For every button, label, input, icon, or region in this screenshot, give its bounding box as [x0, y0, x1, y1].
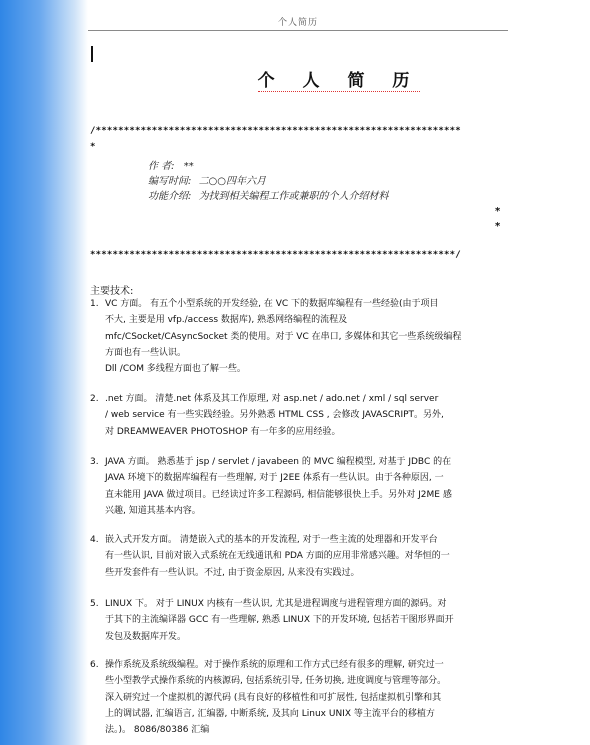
skill-item-number: 2. — [90, 394, 99, 404]
skill-item-line: 发包及数据库开发。 — [105, 631, 187, 642]
comment-star-line-top: /***************************************************************** — [90, 126, 461, 136]
skill-item-line: 方面也有一些认识。 — [105, 347, 187, 358]
meta-author-value: ** — [183, 161, 194, 172]
skill-item-line: 对 DREAMWEAVER PHOTOSHOP 有一年多的应用经验。 — [105, 426, 341, 437]
meta-date-label: 编写时间: — [148, 176, 192, 187]
skill-item-number: 3. — [90, 457, 99, 467]
skill-item — [90, 657, 510, 738]
skill-item-line: VC 方面。 有五个小型系统的开发经验, 在 VC 下的数据库编程有一些经验(由于项目 — [105, 299, 439, 309]
text-cursor — [91, 46, 93, 62]
skill-item-line: 于其下的主流编译器 GCC 有一些理解, 熟悉 LINUX 下的开发环境, 包括若干图形界面开 — [105, 615, 454, 626]
skill-item-line: 些小型教学式操作系统的内核源码, 包括系统引导, 任务切换, 进度调度与管理等部分。 — [105, 676, 447, 687]
skill-item-line: / web service 有一些实践经验。另外熟悉 HTML CSS , 会修改 JAVASCRIPT。另外, — [105, 410, 444, 421]
meta-author — [148, 157, 194, 172]
skill-item — [90, 296, 510, 377]
section-title: 主要技术: — [90, 286, 134, 297]
tail-star-2: * — [495, 221, 501, 232]
skill-item-number: 4. — [90, 535, 99, 545]
meta-date-value: 二○○四年六月 — [198, 176, 267, 187]
document-title — [88, 66, 590, 91]
tail-star-1: * — [495, 206, 501, 217]
skill-item-number: 1. — [90, 299, 99, 309]
skill-item-line: 深入研究过一个虚拟机的源代码 (具有良好的移植性和可扩展性, 包括虚拟机引擎和其 — [105, 692, 442, 703]
meta-author-label: 作 者: — [148, 161, 175, 172]
skill-item-line: mfc/CSocket/CAsyncSocket 类的使用。对于 VC 在串口, 多媒体和其它一些系统级编程 — [105, 331, 462, 342]
meta-description-value: 为找到相关编程工作或兼职的个人介绍材料 — [198, 191, 389, 202]
document-title-text: 个 人 简 历 — [257, 71, 421, 91]
comment-star-line-bottom: *****************************************************************/ — [90, 250, 461, 260]
skill-item-number: 5. — [90, 599, 99, 609]
skill-item-body — [105, 532, 510, 581]
skill-item-line: 不大, 主要是用 vfp./access 数据库), 熟悉网络编程的流程及 — [105, 315, 348, 326]
skill-item-line: 嵌入式开发方面。 清楚嵌入式的基本的开发流程, 对于一些主流的处理器和开发平台 — [105, 535, 438, 545]
skill-item-body — [105, 657, 510, 738]
skill-item-number: 6. — [90, 660, 99, 670]
skill-item-line: 直未能用 JAVA 做过项目。已经读过许多工程源码, 相信能够很快上手。另外对 J2ME 感 — [105, 489, 452, 500]
skill-item-body — [105, 454, 510, 519]
skill-item-body — [105, 296, 510, 377]
comment-star-line-top-cont: * — [90, 142, 96, 152]
skill-item-line: 兴趣, 知道其基本内容。 — [105, 505, 201, 516]
skill-item-line: 法。)。 8086/80386 汇编 — [105, 725, 210, 736]
skill-item-body — [105, 596, 510, 645]
skill-item-line: Dll /COM 多线程方面也了解一些。 — [105, 364, 246, 375]
skill-item-line: 上的调试器, 汇编语言, 汇编器, 中断系统, 及其向 Linux UNIX 等主流平台的移植方 — [105, 708, 435, 719]
meta-description — [148, 187, 389, 202]
skill-item-line: JAVA 环境下的数据库编程有一些理解, 对于 J2EE 体系有一些认识。由于各种原因, 一 — [105, 473, 444, 484]
meta-date — [148, 172, 266, 187]
skill-item — [90, 596, 510, 645]
running-title: 个人简历 — [277, 18, 318, 28]
skill-item-line: JAVA 方面。 熟悉基于 jsp / servlet / javabeen 的 MVC 编程模型, 对基于 JDBC 的在 — [105, 457, 452, 467]
left-gradient-band — [0, 0, 88, 745]
meta-description-label: 功能介绍: — [148, 191, 192, 202]
skill-item-line: .net 方面。 清楚.net 体系及其工作原理, 对 asp.net / ado.net / xml / sql server — [105, 394, 439, 404]
skill-item — [90, 454, 510, 519]
skill-item-body — [105, 391, 510, 440]
skill-item — [90, 391, 510, 440]
skill-item-line: 操作系统及系统级编程。对于操作系统的原理和工作方式已经有很多的理解, 研究过一 — [105, 660, 444, 670]
skill-item-line: 有一些认识, 目前对嵌入式系统在无线通讯和 PDA 方面的应用非常感兴趣。对华恒的一 — [105, 551, 450, 562]
skill-item-line: 些开发套件有一些认识。不过, 由于资金原因, 从来没有实践过。 — [105, 567, 360, 578]
skill-item-line: LINUX 下。 对于 LINUX 内核有一些认识, 尤其是进程调度与进程管理方面的源码。对 — [105, 599, 447, 609]
page-header — [88, 0, 508, 31]
skill-item — [90, 532, 510, 581]
document-page — [88, 0, 590, 745]
